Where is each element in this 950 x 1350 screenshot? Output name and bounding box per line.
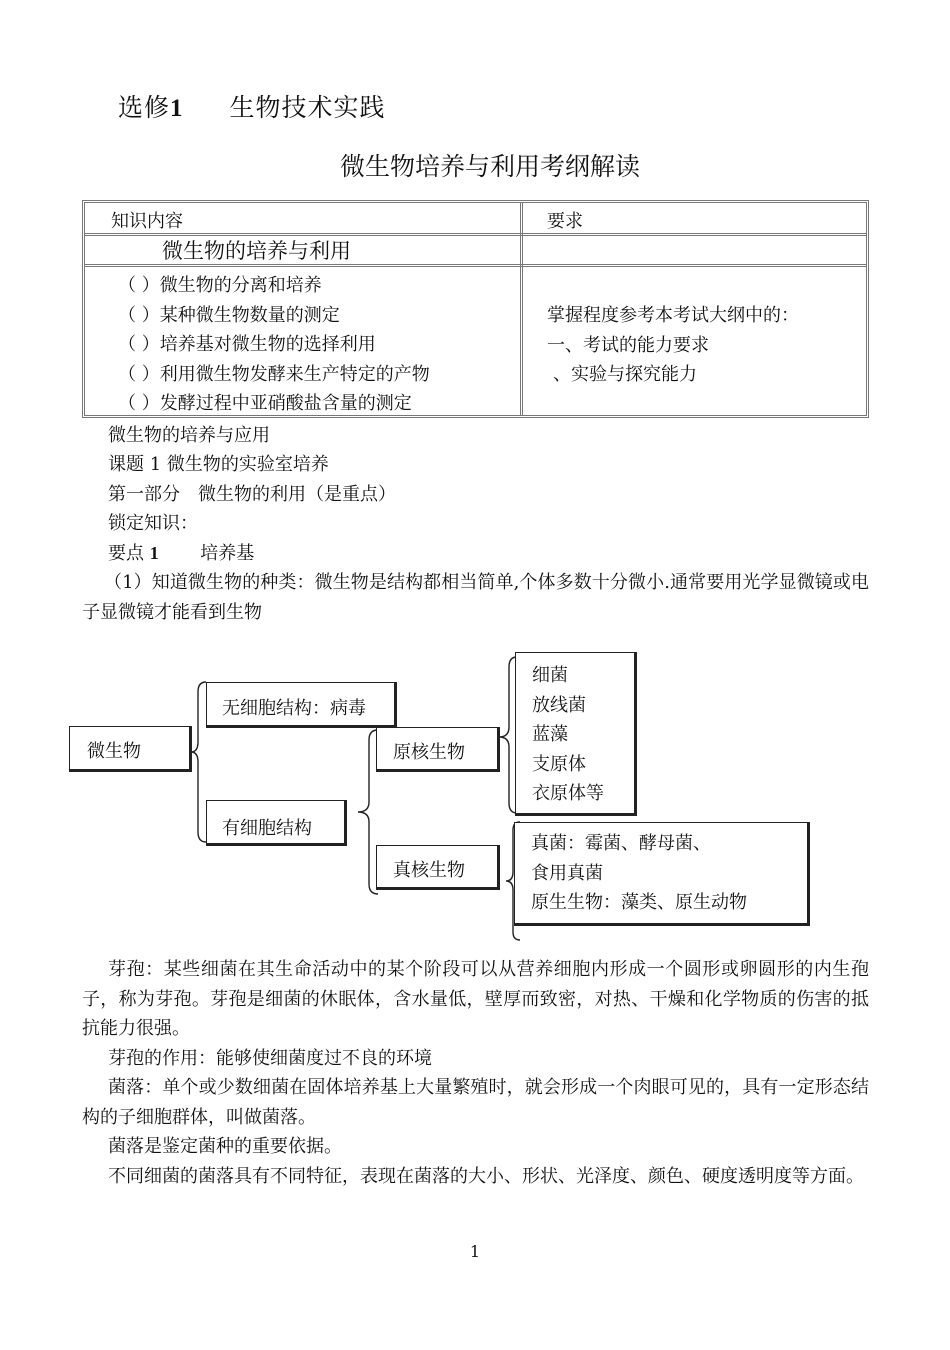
page-number: 1 xyxy=(469,1242,481,1261)
spore-definition: 芽孢：某些细菌在其生命活动中的某个阶段可以从营养细胞内形成一个圆形或卵圆形的内生孢子，称为芽孢。芽孢是细菌的休眠体，含水量低，壁厚而致密，对热、干燥和化学物质的伤害的抵抗能力很强。 xyxy=(82,959,869,1039)
key-point-heading xyxy=(108,539,254,569)
content-item: （ ）微生物的分离和培养 xyxy=(118,275,322,296)
colony-basis: 菌落是鉴定菌种的重要依据。 xyxy=(108,1136,342,1157)
course-number: 1 xyxy=(170,95,184,122)
prokaryote-item: 支原体 xyxy=(532,753,586,775)
eukaryote-item: 真菌：霉菌、酵母菌、 xyxy=(531,833,711,854)
intro-line: 课题 1 微生物的实验室培养 xyxy=(108,454,329,475)
doc-title: 微生物培养与利用考纲解读 xyxy=(339,152,640,181)
prokaryote-item: 细菌 xyxy=(532,665,568,686)
colony-definition: 菌落：单个或少数细菌在固体培养基上大量繁殖时，就会形成一个肉眼可见的，具有一定形态结构的子细胞群体，叫做菌落。 xyxy=(82,1077,869,1128)
course-prefix: 选修 xyxy=(118,93,171,122)
prokaryote-item: 放线菌 xyxy=(532,694,586,716)
course-header xyxy=(118,88,386,124)
eukaryote-item: 食用真菌 xyxy=(531,862,603,884)
requirement-line: 掌握程度参考本考试大纲中的： xyxy=(547,305,799,326)
section-title: 微生物的培养与利用 xyxy=(162,239,351,263)
requirement-line: 、实验与探究能力 xyxy=(553,364,697,385)
intro-line: 第一部分 微生物的利用（是重点） xyxy=(108,484,396,505)
key-point-topic: 培养基 xyxy=(200,543,255,564)
node-cellular: 有细胞结构 xyxy=(206,800,347,846)
node-eukaryote-list xyxy=(514,822,810,926)
col-header-content: 知识内容 xyxy=(111,211,183,232)
node-prokaryote: 原核生物 xyxy=(376,727,500,772)
node-eukaryote: 真核生物 xyxy=(376,845,500,890)
col-header-requirement: 要求 xyxy=(547,211,583,232)
course-name: 生物技术实践 xyxy=(229,93,386,122)
knowledge-paragraph: （1）知道微生物的种类：微生物是结构都相当简单,个体多数十分微小.通常要用光学显微镜或电子显微镜才能看到生物 xyxy=(82,572,869,623)
requirement-line: 一、考试的能力要求 xyxy=(547,334,709,356)
eukaryote-item: 原生生物：藻类、原生动物 xyxy=(531,892,747,913)
intro-line: 微生物的培养与应用 xyxy=(108,425,270,446)
requirement-text xyxy=(547,301,799,390)
content-item: （ ）利用微生物发酵来生产特定的产物 xyxy=(118,363,430,385)
content-items xyxy=(118,271,430,419)
prokaryote-item: 衣原体等 xyxy=(532,783,604,804)
prokaryote-item: 蓝藻 xyxy=(532,724,568,745)
spore-role: 芽孢的作用：能够使细菌度过不良的环境 xyxy=(108,1048,432,1069)
content-item: （ ）某种微生物数量的测定 xyxy=(118,304,340,326)
content-item: （ ）培养基对微生物的选择利用 xyxy=(118,334,376,355)
node-acellular: 无细胞结构：病毒 xyxy=(206,682,397,728)
content-item: （ ）发酵过程中亚硝酸盐含量的测定 xyxy=(118,393,412,414)
key-point-prefix: 要点 xyxy=(108,543,144,564)
key-point-number: 1 xyxy=(149,543,159,563)
intro-line: 锁定知识： xyxy=(108,513,198,534)
colony-features: 不同细菌的菌落具有不同特征，表现在菌落的大小、形状、光泽度、颜色、硬度透明度等方面。 xyxy=(108,1166,864,1187)
node-prokaryote-list xyxy=(515,652,637,816)
node-root: 微生物 xyxy=(69,726,192,772)
syllabus-table xyxy=(82,200,869,418)
